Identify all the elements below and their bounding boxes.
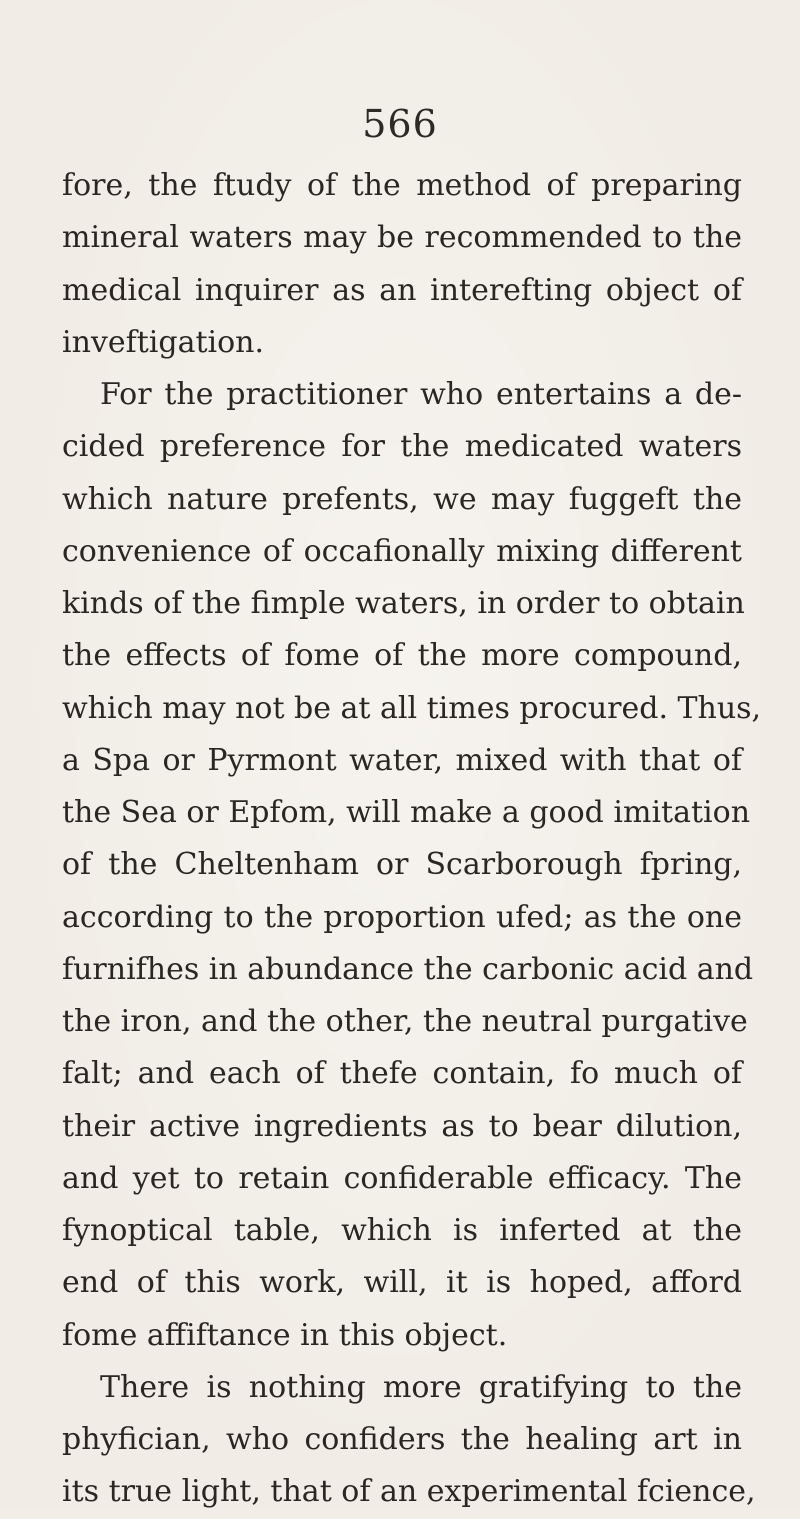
text-line: convenience of occafionally mixing different (62, 533, 742, 569)
page-number: 566 (362, 102, 438, 146)
text-line: which nature prefents, we may fuggeft the (62, 481, 742, 517)
text-line: medical inquirer as an interefting object of (62, 272, 742, 308)
text-line: kinds of the fimple waters, in order to obtain (62, 586, 745, 621)
text-line: a Spa or Pyrmont water, mixed with that of (62, 742, 742, 778)
text-line: the iron, and the other, the neutral purgative (62, 1004, 748, 1039)
text-line: fome affiftance in this object. (62, 1317, 508, 1353)
text-line: inveftigation. (62, 324, 265, 360)
text-line: the Sea or Epfom, will make a good imitation (62, 795, 751, 830)
text-line: phyfician, who confiders the healing art in (62, 1422, 742, 1457)
text-line: its true light, that of an experimental fcience, (62, 1474, 756, 1510)
text-line: fore, the ftudy of the method of preparing (62, 168, 742, 203)
text-line: of the Cheltenham or Scarborough fpring, (62, 847, 742, 883)
body-text (62, 160, 762, 1519)
text-line: end of this work, will, it is hoped, afford (62, 1265, 742, 1301)
paragraph-start-line: There is nothing more gratifying to the (100, 1369, 742, 1405)
text-line: the effects of fome of the more compound, (62, 638, 742, 674)
text-line: falt; and each of thefe contain, fo much of (62, 1056, 742, 1092)
text-line: furnifhes in abundance the carbonic acid and (62, 951, 754, 987)
text-line: fynoptical table, which is inferted at the (62, 1213, 742, 1248)
text-line: which may not be at all times procured. Thus, (62, 690, 762, 726)
text-line: cided preference for the medicated waters (62, 429, 742, 465)
text-line: mineral waters may be recommended to the (62, 220, 742, 256)
text-line: their active ingredients as to bear dilution, (62, 1108, 742, 1144)
paragraph-start-line: For the practitioner who entertains a de- (100, 377, 742, 412)
text-line: and yet to retain confiderable efficacy. The (62, 1160, 742, 1196)
text-line: according to the proportion ufed; as the one (62, 899, 742, 935)
